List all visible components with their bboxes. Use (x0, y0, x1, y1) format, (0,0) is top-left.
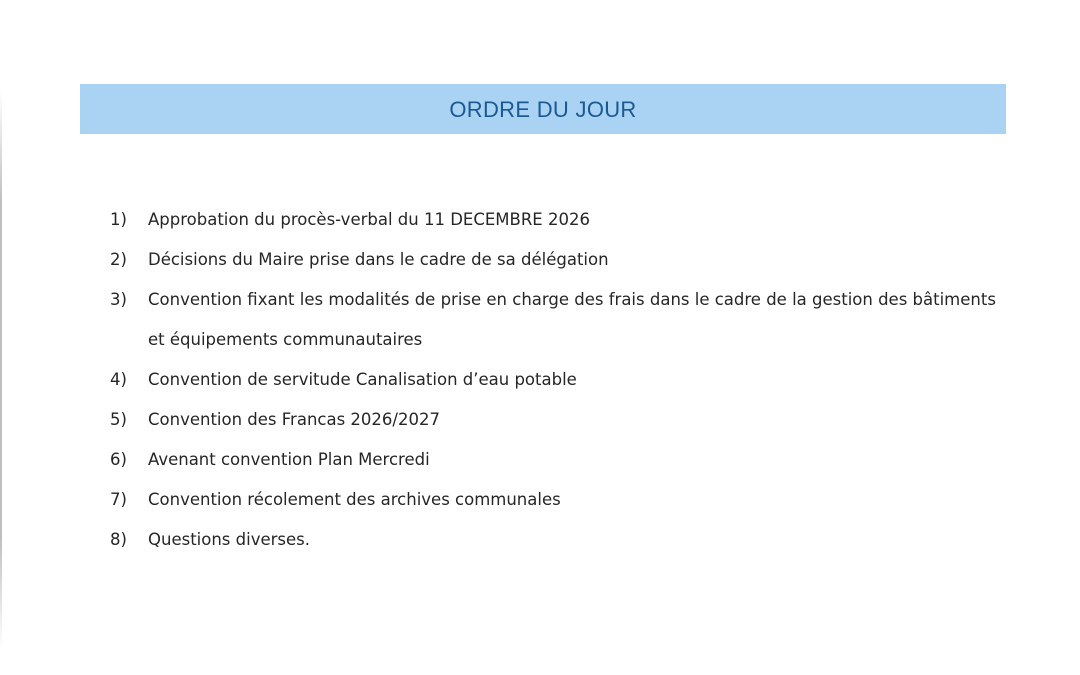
title-band (80, 84, 1006, 134)
agenda-item-5 (110, 400, 1010, 440)
agenda-item-8 (110, 520, 1010, 560)
agenda-item-text: Avenant convention Plan Mercredi (148, 450, 430, 469)
agenda-item-7 (110, 480, 1010, 520)
agenda-item-text: Convention de servitude Canalisation d’eau potable (148, 370, 577, 389)
agenda-item-4 (110, 360, 1010, 400)
scan-edge-shadow (0, 90, 2, 650)
agenda-item-number: 2) (110, 250, 127, 269)
agenda-list (110, 200, 1010, 560)
agenda-item-number: 6) (110, 450, 127, 469)
agenda-item-number: 8) (110, 530, 127, 549)
agenda-item-text: Questions diverses. (148, 530, 310, 549)
agenda-item-number: 4) (110, 370, 127, 389)
agenda-item-text: Décisions du Maire prise dans le cadre de sa délégation (148, 250, 609, 269)
agenda-item-number: 1) (110, 210, 127, 229)
agenda-item-6 (110, 440, 1010, 480)
agenda-item-text: Convention des Francas 2026/2027 (148, 410, 440, 429)
agenda-item-1 (110, 200, 1010, 240)
agenda-item-number: 5) (110, 410, 127, 429)
agenda-item-2 (110, 240, 1010, 280)
agenda-item-text: Convention fixant les modalités de prise en charge des frais dans le cadre de la gestion des bâtiments et équipements communautaires (148, 290, 996, 349)
agenda-item-text: Approbation du procès-verbal du 11 DECEMBRE 2026 (148, 210, 590, 229)
agenda-item-number: 3) (110, 290, 127, 309)
agenda-item-3 (110, 280, 1010, 360)
agenda-item-number: 7) (110, 490, 127, 509)
agenda-item-text: Convention récolement des archives communales (148, 490, 561, 509)
page-title: ORDRE DU JOUR (449, 97, 637, 122)
